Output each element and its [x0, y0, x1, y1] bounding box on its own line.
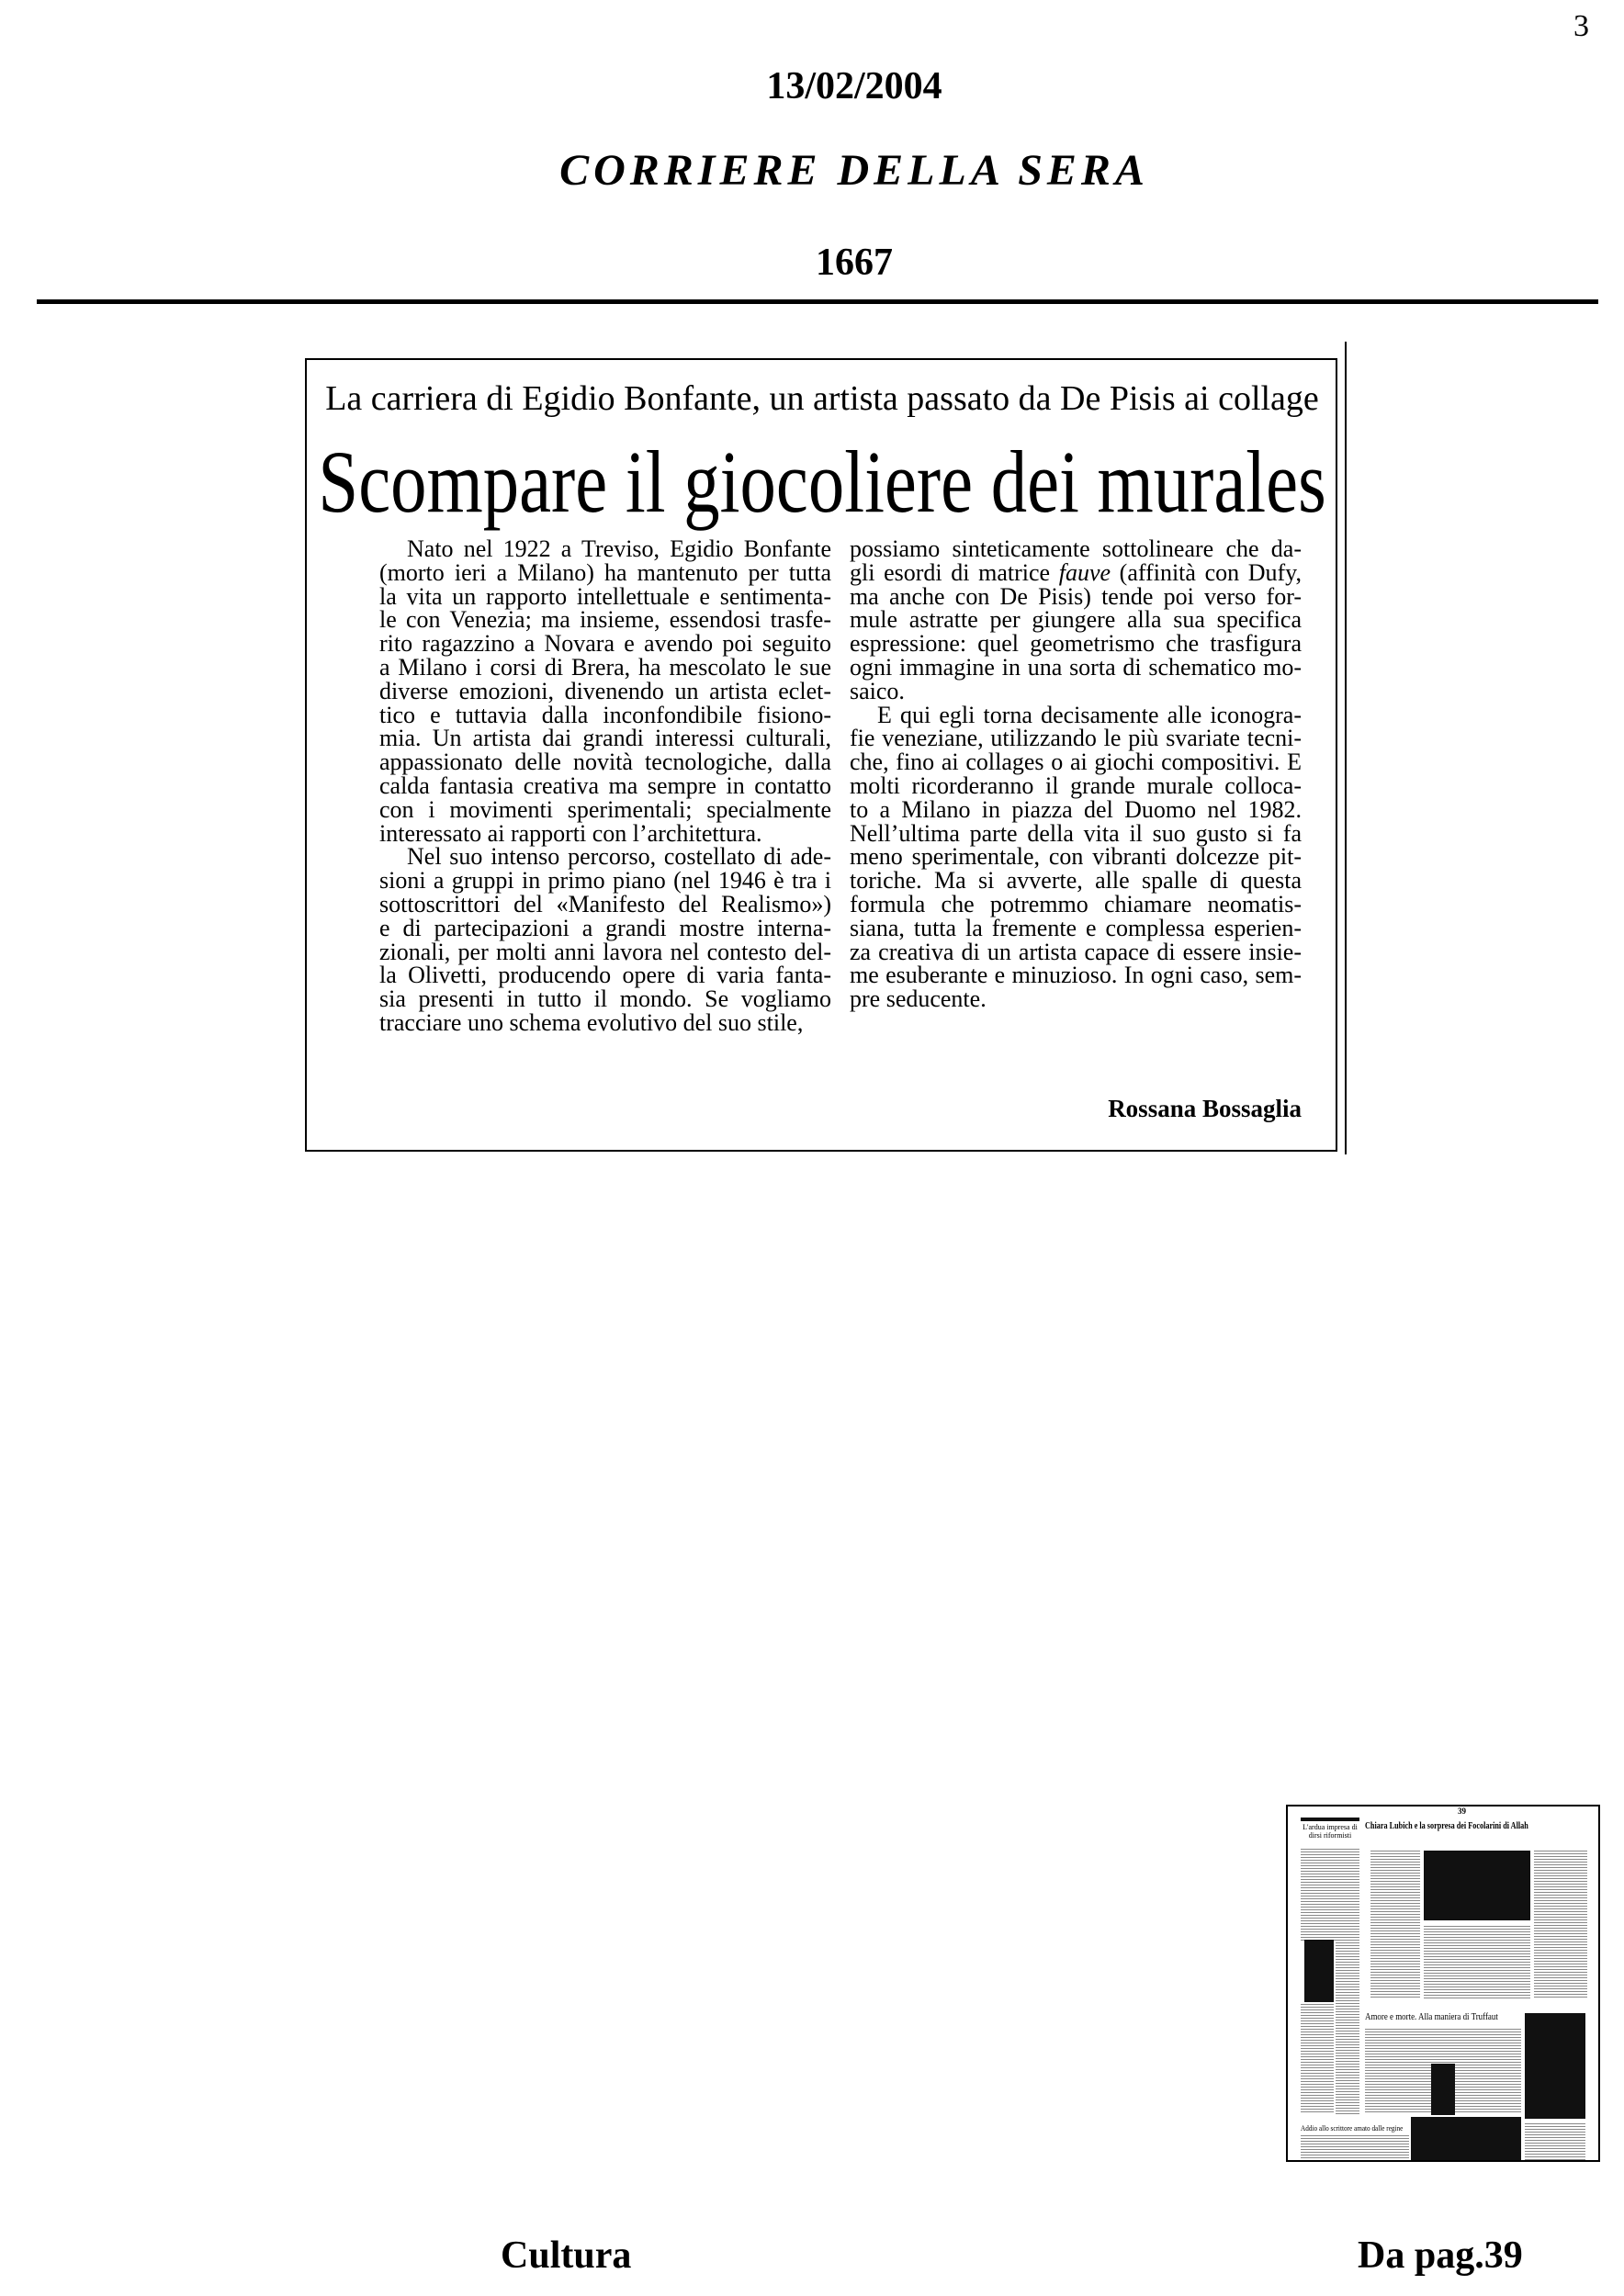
text-line: possiamo sinteticamente sottolineare che da- [850, 535, 1302, 562]
text-line: Nell’ultima parte della vita il suo gusto si fa [850, 819, 1302, 847]
text-line: (morto ieri a Milano) ha mantenuto per tutta [379, 558, 831, 586]
text-line: Nato nel 1922 a Treviso, Egidio Bonfante [407, 535, 831, 562]
thumbnail-text [1301, 2135, 1409, 2160]
section-label: Cultura [501, 2234, 632, 2277]
page-thumbnail [1286, 1805, 1600, 2162]
article-kicker: La carriera di Egidio Bonfante, un artista passato da De Pisis ai collage [325, 379, 1319, 418]
text-line: interessato ai rapporti con l’architettura. [379, 819, 762, 847]
thumbnail-photo [1304, 1940, 1334, 2002]
text-line: mule astratte per giungere alla sua specifica [850, 606, 1302, 634]
page-number: 3 [1573, 9, 1589, 43]
text-line: diverse emozioni, divenendo un artista eclet- [379, 677, 831, 704]
thumbnail-headline-middle: Amore e morte. Alla maniera di Truffaut [1365, 2012, 1498, 2022]
text-line: zionali, per molti anni lavora nel contesto del- [379, 938, 831, 965]
newspaper-masthead: CORRIERE DELLA SERA [559, 146, 1149, 195]
source-page-label: Da pag.39 [1358, 2234, 1523, 2277]
thumbnail-text [1424, 1926, 1530, 1999]
text-line: con i movimenti sperimentali; specialmente [379, 795, 831, 823]
text-line: tico e tuttavia dalla inconfondibile fisiono- [379, 701, 831, 728]
thumbnail-text [1534, 1851, 1587, 1999]
text-line: me esuberante e minuzioso. In ogni caso, sem- [850, 962, 1302, 989]
article-column-right [850, 537, 1302, 1011]
text-line: za creativa di un artista capace di essere insie- [850, 938, 1302, 965]
text-line: appassionato delle novità tecnologiche, dalla [379, 748, 831, 776]
thumbnail-text [1301, 1849, 1359, 1941]
thumbnail-photo [1431, 2064, 1455, 2115]
headline-text: Scompare il giocoliere dei murales [318, 433, 1326, 531]
text-line: formula che potremmo chiamare neomatis- [850, 890, 1302, 917]
text-line: sia presenti in tutto il mondo. Se vogliamo [379, 985, 831, 1013]
italic-term: fauve [1058, 558, 1111, 586]
thumbnail-text [1301, 2004, 1334, 2114]
thumbnail-headline-left: L'ardua impresa di dirsi riformisti [1303, 1823, 1358, 1840]
text-line: ogni immagine in una sorta di schematico mo- [850, 653, 1302, 681]
text-line: mia. Un artista dai grandi interessi culturali, [379, 725, 831, 752]
text-line: calda fantasia creativa ma sempre in contatto [379, 771, 831, 799]
text-line: fie veneziane, utilizzando le più svariate tecni- [850, 725, 1302, 752]
thumbnail-page-number: 39 [1458, 1806, 1466, 1816]
text-line: la Olivetti, producendo opere di varia fanta- [379, 962, 831, 989]
thumbnail-photo [1525, 2013, 1585, 2119]
text-line: meno sperimentale, con vibranti dolcezze pit- [850, 843, 1302, 871]
text-line: la vita un rapporto intellettuale e sentimenta- [379, 582, 831, 610]
thumbnail-text [1336, 1940, 1359, 2114]
text-line: rito ragazzino a Novara e avendo poi seguito [379, 630, 831, 658]
thumbnail-headline-bottom: Addio allo scrittore amato dalle regine [1301, 2123, 1404, 2133]
text-line: tracciare uno schema evolutivo del suo stile, [379, 1008, 804, 1036]
article-author: Rossana Bossaglia [1108, 1095, 1302, 1122]
text-line: a Milano i corsi di Brera, ha mescolato le sue [379, 653, 831, 681]
text-line: sottoscrittori del «Manifesto del Realismo») [379, 890, 831, 917]
text-line: siana, tutta la fremente e complessa esperien- [850, 914, 1302, 941]
thumbnail-text [1525, 2123, 1585, 2160]
text-line: Nel suo intenso percorso, costellato di ade- [407, 843, 831, 871]
thumbnail-bar [1301, 1818, 1359, 1821]
thumbnail-photo [1411, 2117, 1521, 2160]
text-line: saico. [850, 677, 905, 704]
thumbnail-photo [1424, 1851, 1530, 1920]
text-line [850, 558, 1302, 586]
text-line: sioni a gruppi in primo piano (nel 1946 è tra i [379, 867, 831, 895]
article-headline [0, 432, 1624, 533]
text-line: to a Milano in piazza del Duomo nel 1982. [850, 795, 1302, 823]
header-rule [37, 299, 1598, 304]
publication-date: 13/02/2004 [766, 65, 942, 107]
text-line: che, fino ai collages o ai giochi compositivi. E [850, 748, 1302, 776]
text-line: toriche. Ma si avverte, alle spalle di questa [850, 867, 1302, 895]
text-segment: (affinità con Dufy, [1111, 558, 1302, 586]
text-line: le con Venezia; ma insieme, essendosi trasfe- [379, 606, 831, 634]
text-line: ma anche con De Pisis) tende poi verso for- [850, 582, 1302, 610]
text-line: e di partecipazioni a grandi mostre interna- [379, 914, 831, 941]
text-line: pre seducente. [850, 985, 987, 1013]
article-column-left [379, 537, 831, 1035]
text-line: E qui egli torna decisamente alle iconogra- [877, 701, 1302, 728]
clip-code: 1667 [816, 242, 893, 284]
thumbnail-headline-main: Chiara Lubich e la sorpresa dei Focolarini di Allah [1365, 1821, 1528, 1831]
text-line: espressione: quel geometrismo che trasfigura [850, 630, 1302, 658]
text-segment: gli esordi di matrice [850, 558, 1059, 586]
text-line: molti ricorderanno il grande murale colloca- [850, 771, 1302, 799]
thumbnail-text [1370, 1851, 1420, 1998]
